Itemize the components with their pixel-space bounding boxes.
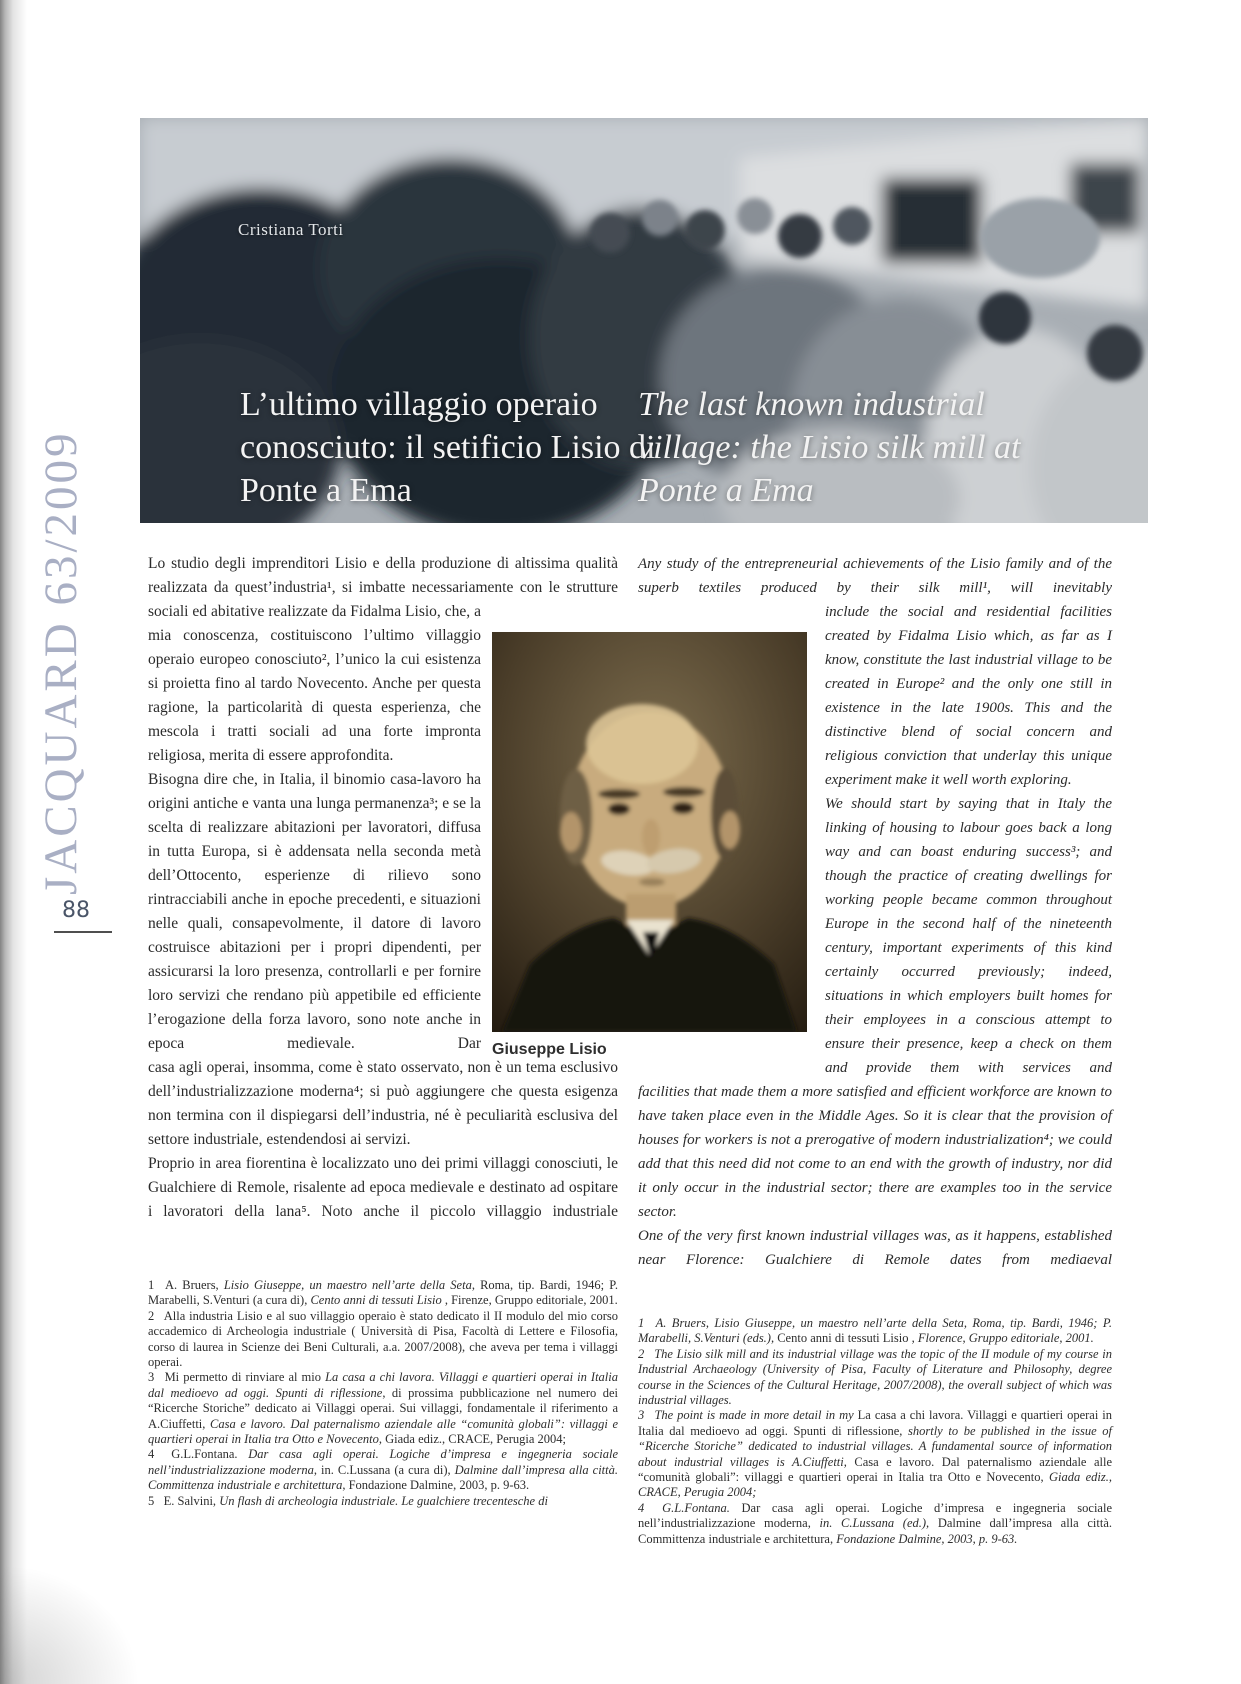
author-name: Cristiana Torti <box>238 220 344 239</box>
footnote-item: 1 A. Bruers, Lisio Giuseppe, un maestro nell’arte della Seta, Roma, tip. Bardi, 1946; P. Marabelli, S.Venturi (a cura di), Cento anni di tessuti Lisio , Firenze, Gruppo editoriale, 2001. <box>148 1278 618 1308</box>
english-text-beside-portrait <box>825 600 1112 1080</box>
article-title-english <box>638 383 1058 512</box>
title-en-line: The last known industrial <box>638 386 985 423</box>
footnote-item: 3 Mi permetto di rinviare al mio La casa a chi lavora. Villaggi e quartieri operai in Italia dal medioevo ad oggi. Spunti di riflessione, di prossima pubblicazione nel numero dei “Ricerche Storiche” dedicato ai Villaggi operai. Sui villaggi, fondamentale il riferimento a A.Ciuffetti, Casa e lavoro. Dal paternalismo aziendale alle “comunità globali”: villaggi e quartieri operai in Italia tra Otto e Novecento, Giada ediz., CRACE, Perugia 2004; <box>148 1370 619 1447</box>
paragraph-english: facilities that made them a more satisfied and efficient workforce are known to have taken place even in the Middle Ages. So it is clear that the provision of houses for workers is not a prerogative of modern industrialization⁴; we could add that this need did not come to an end with the growth of industry, nor did it only occur in the industrial sector; there are examples too in the service sector. <box>638 1084 1112 1220</box>
portrait-caption: Giuseppe Lisio <box>492 1041 607 1058</box>
footnotes-italian <box>148 1278 618 1509</box>
title-en-line: village: the Lisio silk mill at <box>638 429 1021 466</box>
paragraph-english-intro: Any study of the entrepreneurial achievements of the Lisio family and of the superb textiles produced by their silk mill¹, will inevitably <box>638 556 1112 596</box>
article-title-italian <box>240 383 660 512</box>
footnote-item: 3 The point is made in more detail in my La casa a chi lavora. Villaggi e quartieri operai in Italia dal medioevo ad oggi. Spunti di riflessione, shortly to be published in the issue of “Ricerche Storiche” dedicated to industrial villages. A fundamental source of information about industrial villages is A.Ciuffetti, Casa e lavoro. Dal paternalismo aziendale alle “comunità globali”: villaggi e quartieri operai in Italia tra Otto e Novecento, Giada ediz., CRACE, Perugia 2004; <box>638 1408 1113 1500</box>
footnote-item: 5 E. Salvini, Un flash di archeologia industriale. Le gualchiere trecentesche di <box>148 1493 548 1508</box>
paragraph-italian: Bisogna dire che, in Italia, il binomio casa-lavoro ha origini antiche e vanta una lunga permanenza³; e se la scelta di realizzare abitazioni per lavoratori, diffusa in tutta Europa, si è addensata nella seconda metà dell’Ottocento, esperienze di rilievo sono rintracciabili anche in epoche precedenti, e situazioni nelle quali, consapevolmente, il datore di lavoro costruisce abitazioni per i propri dipendenti, per assicurarsi la loro presenza, controllarli e per fornire loro servizi che rendano più appetibile ed efficiente l’erogazione della forza lavoro, sono note anche in epoca medievale. Dar <box>148 771 482 1052</box>
portrait-photo <box>492 632 807 1032</box>
title-it-line: conosciuto: il setificio Lisio di <box>240 429 656 466</box>
footnote-item: 4 G.L.Fontana. Dar casa agli operai. Logiche d’impresa e ingegneria sociale nell’industrializzazione moderna, in. C.Lussana (a cura di), Dalmine dall’impresa alla città. Committenza industriale e architettura, Fondazione Dalmine, 2003, p. 9-63. <box>148 1447 618 1493</box>
scan-edge-shadow <box>0 0 28 1684</box>
paragraph-english: One of the very first known industrial villages was, as it happens, established near Florence: Gualchiere di Remole dates from mediaeval <box>638 1228 1112 1268</box>
title-en-line: Ponte a Ema <box>638 472 814 509</box>
italian-text-beside-portrait <box>148 600 481 1056</box>
paragraph-italian: Proprio in area fiorentina è localizzato uno dei primi villaggi conosciuti, le Gualchiere di Remole, risalente ad epoca medievale e destinato ad ospitare i lavoratori della lana⁵. Noto anche il piccolo villaggio industriale <box>148 1155 618 1220</box>
paragraph-italian: casa agli operai, insomma, come è stato osservato, non è un tema esclusivo dell’industrializzazione moderna⁴; si può aggiungere che questa esigenza non termina con il dispiegarsi dell’industria, né è peculiarità esclusiva del settore industriale, estendendosi ai servizi. <box>148 1059 618 1148</box>
page-number-rule <box>54 931 112 933</box>
paragraph-english: We should start by saying that in Italy the linking of housing to labour goes back a long way and can boast enduring success³; and though the practice of creating dwellings for working people became common throughout Europe in the second half of the nineteenth century, important experiments of this kind certainly occurred previously; indeed, situations in which employers built homes for their employees in a conscious attempt to ensure their presence, keep a check on them and provide them with services and <box>825 796 1112 1076</box>
scan-corner-shadow <box>0 1564 140 1684</box>
paragraph-english: include the social and residential facilities created by Fidalma Lisio which, as far as I know, constitute the last industrial village to be created in Europe² and the only one still in existence in the late 1900s. This and the distinctive blend of social concern and religious conviction that underlay this unique experiment make it well worth exploring. <box>825 604 1112 788</box>
footnote-item: 2 The Lisio silk mill and its industrial village was the topic of the II module of my course in Industrial Archaeology (University of Pisa, Faculty of Literature and Philosophy, degree course in the Sciences of the Cultural Heritage, 2007/2008), the overall subject of which was industrial villages. <box>638 1346 1112 1408</box>
title-it-line: Ponte a Ema <box>240 472 412 509</box>
journal-issue-label: JACQUARD 63/2009 <box>35 430 87 895</box>
footnotes-english <box>638 1316 1112 1547</box>
footnote-item: 4 G.L.Fontana. Dar casa agli operai. Logiche d’impresa e ingegneria sociale nell’industrializzazione moderna, in. C.Lussana (ed.), Dalmine dall’impresa alla città. Committenza industriale e architettura, Fondazione Dalmine, 2003, p. 9-63. <box>638 1500 1112 1546</box>
title-it-line: L’ultimo villaggio operaio <box>240 386 598 423</box>
footnote-item: 1 A. Bruers, Lisio Giuseppe, un maestro nell’arte della Seta, Roma, tip. Bardi, 1946; P. Marabelli, S.Venturi (eds.), Cento anni di tessuti Lisio , Florence, Gruppo editoriale, 2001. <box>638 1316 1112 1346</box>
footnote-item: 2 Alla industria Lisio e al suo villaggio operaio è stato dedicato il II modulo del mio corso accademico di Archeologia industriale ( Università di Pisa, Facoltà di Lettere e Filosofia, corso di laurea in Scienze dei Beni Culturali, a.a. 2007/2008), che aveva per tema i villaggi operai. <box>148 1308 618 1370</box>
page-number: 88 <box>62 898 90 923</box>
paragraph-italian-intro: Lo studio degli imprenditori Lisio e della produzione di altissima qualità realizzata da quest’industria¹, si imbatte necessariamente con le strutture <box>148 555 618 596</box>
paragraph-italian: sociali ed abitative realizzate da Fidalma Lisio, che, a mia conoscenza, costituiscono l’ultimo villaggio operaio europeo conosciuto², l’unico la cui esistenza si proietta fino al tardo Novecento. Anche per questa ragione, la particolarità di questa esperienza, che mescola i tratti sociali ad una forte impronta religiosa, merita di essere approfondita. <box>148 603 481 764</box>
